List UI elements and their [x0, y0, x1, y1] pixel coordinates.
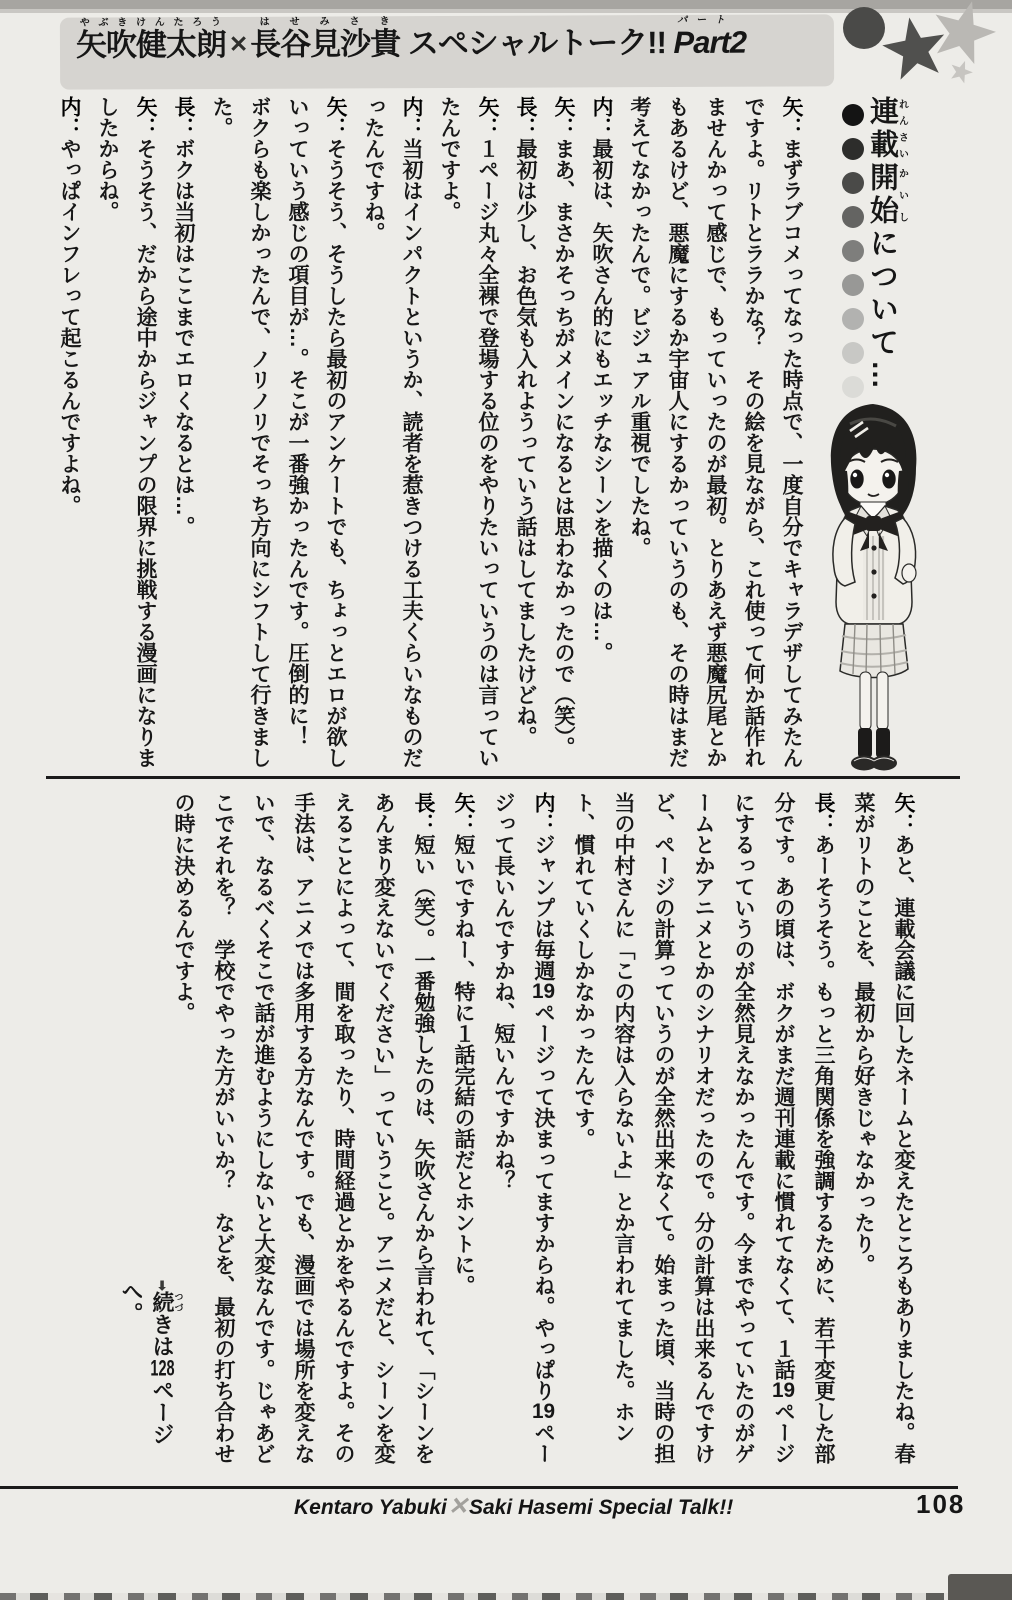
section-heading: 連載れんさい開始かいしについて… — [866, 96, 908, 393]
credit-left: Kentaro Yabuki — [294, 1496, 447, 1519]
title-author-right: 長谷見沙貴はせみさき — [250, 16, 401, 62]
speaker-label: 矢： — [452, 792, 475, 834]
dialogue-text: 短い（笑）。一番勉強したのは、矢吹さんから言われて、「シーンをあんまり変えないでください」っていうこと。アニメだと、シーンを変えることによって、間を取ったり、時間経過とかをやるんですよ。その手法は、アニメでは多用する方なんです。でも、漫画では場所を変えないで、なるべくそこで話が進むようにしないと大変なんです。じゃあどこでそれを？ 学校でやった方がいいか？ などを、最初の打ち合わせの時に決めるんですよ。 — [172, 792, 435, 1464]
page-title — [60, 14, 834, 63]
speaker-label: 長： — [172, 96, 195, 138]
fade-dots — [842, 104, 866, 398]
speaker-label: 長： — [812, 792, 835, 834]
section-divider — [46, 776, 960, 779]
speaker-label: 内： — [58, 96, 81, 138]
dialogue-text: ボクは当初はここまでエロくなるとは…。 — [172, 138, 195, 537]
dialogue-paragraph — [164, 96, 202, 778]
speaker-label: 長： — [514, 96, 537, 138]
dialogue-text: 短いですねー、特に１話完結の話だとホントに。 — [452, 834, 475, 1296]
dialogue-paragraph — [88, 96, 164, 778]
scan-bottom-edge — [0, 1593, 1012, 1600]
dialogue-paragraph — [430, 96, 506, 778]
dialogue-text: まあ、まさかそっちがメインになるとは思わなかったので（笑）。 — [552, 138, 575, 758]
dialogue-paragraph — [620, 96, 810, 778]
continue-arrow-icon: ➡ — [155, 1280, 170, 1291]
fade-dot — [842, 240, 864, 262]
continuation-text: 続つづきは128ページへ。 — [119, 1280, 184, 1445]
bottom-dialogue-block — [172, 792, 923, 1480]
star-icon — [878, 12, 950, 82]
speaker-label: 内： — [532, 792, 555, 834]
continuation-note — [116, 1280, 184, 1480]
title-author-left: 矢吹健太朗やぶきけんたろう — [75, 16, 227, 63]
star-icon — [947, 57, 976, 85]
chibi-girl-illustration — [810, 384, 948, 774]
header-band — [60, 14, 834, 89]
speaker-label: 矢： — [476, 96, 499, 138]
speaker-label: 矢： — [892, 792, 915, 834]
credit-right: Saki Hasemi Special Talk!! — [469, 1496, 734, 1519]
star-decorations — [822, 0, 1012, 100]
circle-icon — [843, 7, 885, 49]
top-dialogue-block — [58, 96, 810, 778]
dialogue-paragraph — [544, 96, 582, 778]
speaker-label: 矢： — [134, 96, 157, 138]
dialogue-text: そうそう、だから途中からジャンプの限界に挑戦する漫画になりましたからね。 — [96, 96, 157, 768]
fade-dot — [842, 104, 864, 126]
title-subtitle: スペシャルトーク!! — [400, 25, 674, 62]
speaker-label: 矢： — [780, 96, 803, 138]
dialogue-text: そうそう、そうしたら最初のアンケートでも、ちょっとエロが欲しいっていう感じの項目が…。そこが一番強かったんです。圧倒的に！ ボクらも楽しかったんで、ノリノリでそっち方向にシフトして行きました。 — [210, 96, 347, 768]
dialogue-text: 当初はインパクトというか、読者を惹きつける工夫くらいなものだったんですね。 — [362, 96, 423, 768]
dialogue-text: 最初は、矢吹さん的にもエッチなシーンを描くのは…。 — [590, 138, 613, 663]
dialogue-text: 最初は少し、お色気も入れようっていう話はしてましたけどね。 — [514, 138, 537, 747]
dialogue-paragraph — [354, 96, 430, 778]
speaker-label: 矢： — [324, 96, 347, 138]
dialogue-text: まずラブコメってなった時点で、一度自分でキャラデザしてみたんですよ。リトとララかな？ その絵を見ながら、これ使って何か話作れませんかって感じで、もっていったのが最初。とりあえず悪魔尻尾とかもあるけど、悪魔にするか宇宙人にするかっていうのも、その時はまだ考えてなかったんで。ビジュアル重視でしたね。 — [628, 96, 803, 768]
fade-dot — [842, 206, 864, 228]
footer-credit — [294, 1492, 733, 1521]
speaker-label: 内： — [590, 96, 613, 138]
dialogue-paragraph — [843, 792, 923, 1480]
title-part-label: Partパート2 — [673, 14, 747, 61]
credit-cross-icon: ✕ — [447, 1493, 468, 1520]
dialogue-paragraph — [582, 96, 620, 778]
dialogue-paragraph — [563, 792, 843, 1480]
speaker-label: 内： — [400, 96, 423, 138]
dialogue-paragraph — [50, 96, 88, 778]
fade-dot — [842, 172, 864, 194]
fade-dot — [842, 138, 864, 160]
speaker-label: 矢： — [552, 96, 575, 138]
scan-corner-mark — [948, 1574, 1012, 1600]
title-cross-icon: ✕ — [228, 30, 248, 57]
footer-rule — [0, 1486, 958, 1489]
dialogue-paragraph — [202, 96, 354, 778]
page-number: 108 — [916, 1489, 966, 1519]
fade-dot — [842, 342, 864, 364]
star-icon — [925, 0, 1002, 67]
dialogue-text: あーそうそう。もっと三角関係を強調するために、若干変更した部分です。あの頃は、ボクがまだ週刊連載に慣れてなくて、１話19ページにするっていうのが全然見えなかったんです。今までやっていたのがゲームとかアニメとかのシナリオだったので。分の計算は出来るんですけど、ページの計算っていうのが全然出来なくて。始まった頃、当時の担当の中村さんに「この内容は入らないよ」とか言われてました。ホント、慣れていくしかなかったんです。 — [572, 792, 835, 1464]
dialogue-paragraph — [443, 792, 483, 1480]
speaker-label: 長： — [412, 792, 435, 834]
fade-dot — [842, 308, 864, 330]
dialogue-text: １ページ丸々全裸で登場する位のをやりたいっていうのは言っていたんですよ。 — [438, 96, 499, 768]
dialogue-text: ジャンプは毎週19ページって決まってますからね。やっぱり19ページって長いんですかね、短いんですかね？ — [492, 792, 556, 1464]
dialogue-text: やっぱインフレって起こるんですよね。 — [58, 138, 81, 516]
dialogue-paragraph — [483, 792, 563, 1480]
dialogue-paragraph — [163, 792, 443, 1480]
fade-dot — [842, 274, 864, 296]
dialogue-paragraph — [506, 96, 544, 778]
dialogue-text: あと、連載会議に回したネームと変えたところもありましたね。春菜がリトのことを、最初から好きじゃなかったり。 — [852, 792, 915, 1464]
